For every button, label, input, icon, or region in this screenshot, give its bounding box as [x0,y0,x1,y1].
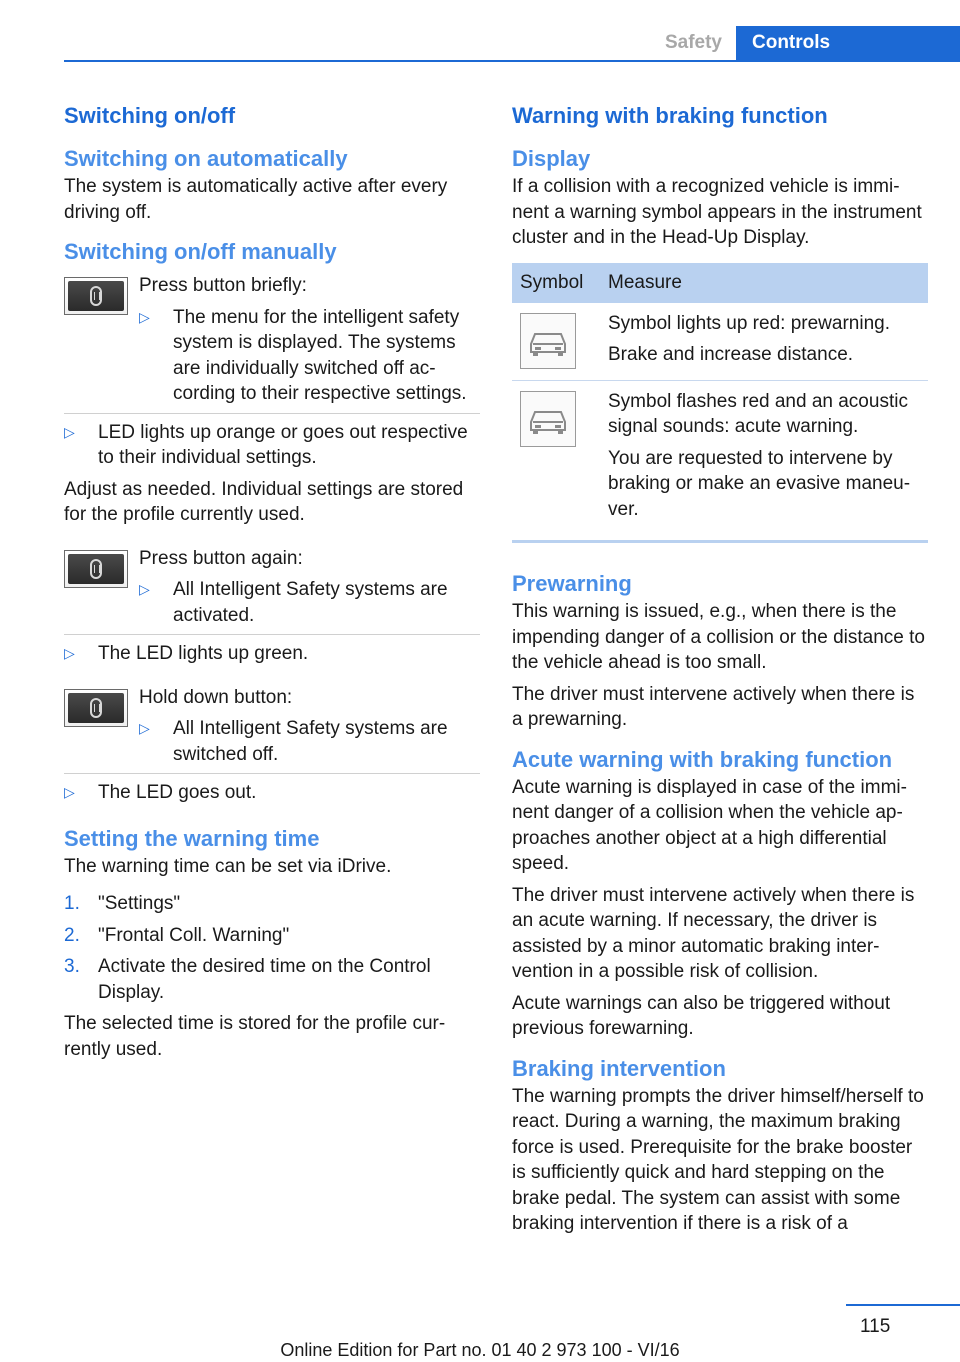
footer-rule [846,1304,960,1306]
step-text: "Settings" [98,893,181,914]
hold-down-label: Hold down button: [139,686,293,708]
bullet-text: The LED lights up green. [98,643,309,664]
divider [64,634,480,635]
press-briefly-label: Press button briefly: [139,275,307,296]
list-item [139,716,480,767]
step-text: Activate the desired time on the Control Display. [98,956,431,1003]
triangle-right-icon: ▷ [64,423,75,440]
list-item [64,780,480,806]
list-item [139,577,480,628]
measure-text: Symbol lights up red: prewarning. [608,312,890,334]
triangle-right-icon: ▷ [139,720,150,736]
text-stored: The selected time is stored for the profile currently used. [64,1013,446,1060]
table-row [512,303,928,381]
car-warning-icon [520,313,576,369]
text-acute-2: The driver must intervene actively when there is an acute warning. If necessary, the driver is assisted by a minor automatic braking intervention in a possible risk of collision. [512,884,915,982]
bullet-text: All Intelligent Safety systems are activated. [173,579,448,626]
header-tab-safety: Safety [664,32,722,53]
text-prewarning-2: The driver must intervene actively when there is a prewarning. [512,683,915,730]
bullet-text: LED lights up orange or goes out respective to their individual settings. [98,421,468,468]
triangle-right-icon: ▷ [139,581,150,597]
intelligent-safety-button-icon [64,277,128,315]
left-column [64,100,480,1068]
text-warning-time: The warning time can be set via iDrive. [64,855,392,877]
text-display: If a collision with a recognized vehicle is imminent a warning symbol appears in the instrument cluster and in the Head-Up Display. [512,176,922,248]
list-item [64,954,480,1005]
press-briefly-block [64,273,480,407]
table-row [512,380,928,542]
list-item [64,420,480,471]
text-acute-3: Acute warnings can also be triggered without previous forewarning. [512,992,891,1039]
intelligent-safety-button-icon [64,550,128,588]
divider [64,773,480,774]
list-item [139,305,480,407]
step-number: 3. [64,956,80,977]
text-auto-active: The system is automatically active after every driving off. [64,176,448,223]
heading-switching-manually: Switching on/off manually [64,239,337,264]
bullet-text: The LED goes out. [98,782,257,803]
triangle-right-icon: ▷ [64,784,75,800]
car-warning-icon [520,391,576,447]
list-item [64,923,480,949]
page-number: 115 [860,1316,891,1337]
heading-warning-braking: Warning with braking function [512,103,828,128]
heading-setting-warning-time: Setting the warning time [64,825,320,851]
press-again-block [64,546,480,629]
heading-switching-on-automatically: Switching on automatically [64,146,348,171]
heading-switching-on-off: Switching on/off [64,103,236,128]
heading-braking-intervention: Braking intervention [512,1055,726,1081]
press-again-label: Press button again: [139,547,303,569]
list-item [64,891,480,917]
list-item [64,641,480,667]
column-header-measure: Measure [600,263,928,303]
step-number: 2. [64,924,80,946]
step-number: 1. [64,893,80,914]
footer-edition: Online Edition for Part no. 01 40 2 973 100 - VI/16 [280,1340,680,1360]
column-header-symbol: Symbol [512,263,600,303]
heading-acute-warning: Acute warning with braking function [512,746,893,772]
triangle-right-icon: ▷ [64,645,75,661]
right-column [512,100,928,1243]
bullet-text: All Intelligent Safety systems are switched off. [173,718,448,765]
heading-prewarning: Prewarning [512,571,632,596]
text-prewarning-1: This warning is issued, e.g., when there is the impending danger of a collision or the distance to the vehicle ahead is too small. [512,601,925,673]
text-acute-1: Acute warning is displayed in case of the imminent danger of a collision when the vehicle approaches another object at a high differential speed. [512,776,907,874]
divider [64,413,480,414]
heading-display: Display [512,146,591,171]
text-braking-intervention: The warning prompts the driver himself/herself to react. During a warning, the maximum braking force is used. Prerequisite for the brake booster is sufficiently quick and hard stepping on the brake pedal. The system can assist with some braking intervention if there is a risk of a [512,1085,924,1234]
text-adjust: Adjust as needed. Individual settings are stored for the profile currently used. [64,478,464,525]
measure-text: Symbol flashes red and an acoustic signal sounds: acute warning. [608,390,908,437]
header-rule [64,60,960,62]
symbol-table [512,263,928,544]
bullet-text: The menu for the intelligent safety system is displayed. The systems are individually switched off according to their respective settings. [173,306,467,404]
intelligent-safety-button-icon [64,689,128,727]
step-text: "Frontal Coll. Warning" [98,924,290,946]
measure-text: Brake and increase distance. [608,344,854,365]
header-tab-controls: Controls [736,26,960,62]
hold-down-block [64,685,480,768]
measure-text: You are requested to intervene by braking or make an evasive maneuver. [608,447,911,520]
triangle-right-icon: ▷ [139,308,150,325]
